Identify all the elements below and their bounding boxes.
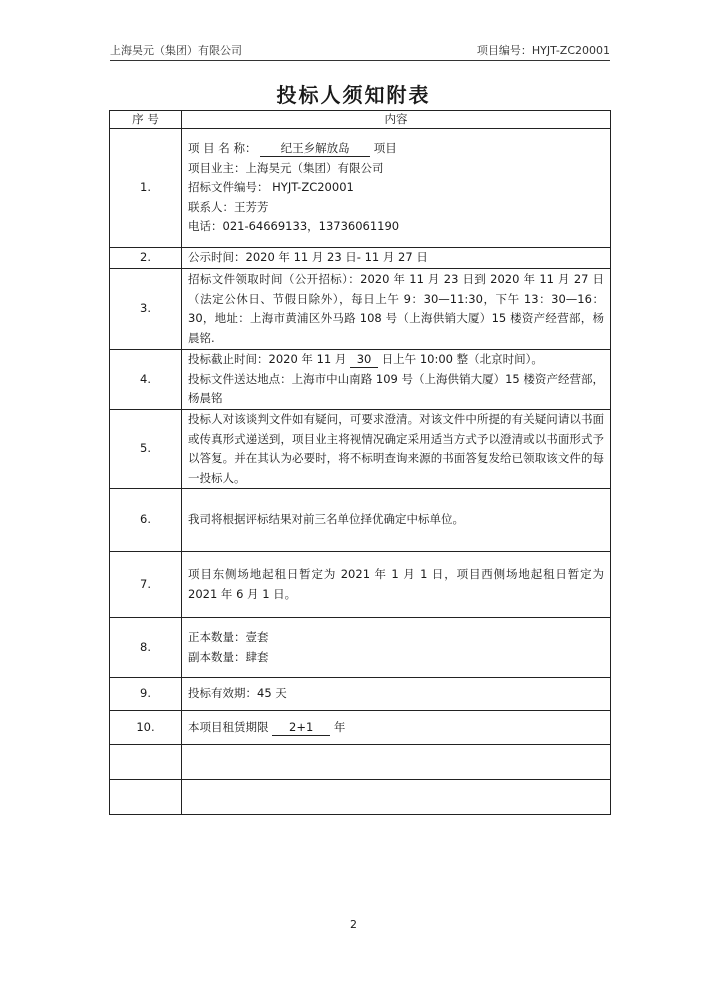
page-number: 2 bbox=[350, 918, 357, 931]
row-number: 2. bbox=[110, 248, 182, 269]
table-header-row bbox=[110, 111, 611, 129]
row-number: 5. bbox=[110, 410, 182, 489]
bid-deadline-day: 30 bbox=[350, 351, 378, 368]
table-row bbox=[110, 745, 611, 780]
header-project-number: 项目编号：HYJT-ZC20001 bbox=[476, 44, 610, 57]
project-owner: 项目业主：上海昊元（集团）有限公司 bbox=[188, 160, 384, 175]
bid-deadline bbox=[188, 350, 604, 370]
lease-term-suffix: 年 bbox=[333, 719, 346, 734]
table-row bbox=[110, 350, 611, 410]
bidder-notice-table bbox=[109, 110, 611, 815]
row-content bbox=[182, 129, 611, 248]
row-content-empty bbox=[182, 745, 611, 780]
bid-deadline-prefix: 投标截止时间：2020 年 11 月 bbox=[188, 352, 347, 367]
clarification-info: 投标人对该谈判文件如有疑问，可要求澄清。对该文件中所提的有关疑问请以书面或传真形式递送到，项目业主将视情况确定采用适当方式予以澄清或以书面形式予以答复。并在其认为必要时，将不标明查询来源的书面答复发给已领取该文件的每一投标人。 bbox=[182, 410, 611, 489]
project-name-suffix: 项目 bbox=[373, 141, 397, 156]
bid-deadline-suffix: 日上午 10:00 整（北京时间）。 bbox=[381, 352, 543, 367]
column-header-sequence: 序 号 bbox=[110, 111, 182, 129]
document-collection-info: 招标文件领取时间（公开招标）：2020 年 11 月 23 日到 2020 年 11 月 27 日（法定公休日、节假日除外），每日上午 9：30—11:30，下午 13：30—16：30，地址：上海市黄浦区外马路 108 号（上海供销大厦）15 楼资产经营部，杨晨铭. bbox=[182, 269, 611, 350]
tender-document-number: 招标文件编号： HYJT-ZC20001 bbox=[188, 180, 354, 195]
row-content bbox=[182, 618, 611, 678]
table-row bbox=[110, 711, 611, 745]
publicity-period: 公示时间：2020 年 11 月 23 日- 11 月 27 日 bbox=[182, 248, 611, 269]
row-number: 6. bbox=[110, 489, 182, 552]
header-company: 上海昊元（集团）有限公司 bbox=[110, 44, 242, 57]
table-row bbox=[110, 780, 611, 815]
table-row bbox=[110, 410, 611, 489]
column-header-content: 内容 bbox=[182, 111, 611, 129]
original-copy-count: 正本数量：壹套 bbox=[188, 630, 269, 644]
row-number: 3. bbox=[110, 269, 182, 350]
contact-person: 联系人：王芳芳 bbox=[188, 199, 269, 214]
page-header bbox=[110, 40, 610, 61]
contact-phone: 电话：021-64669133，13736061190 bbox=[188, 219, 400, 234]
row-number: 8. bbox=[110, 618, 182, 678]
row-number: 4. bbox=[110, 350, 182, 410]
lease-term-value: 2+1 bbox=[272, 719, 330, 736]
row-number: 7. bbox=[110, 552, 182, 618]
lease-term bbox=[182, 711, 611, 745]
row-number-empty bbox=[110, 745, 182, 780]
row-content-empty bbox=[182, 780, 611, 815]
row-number: 10. bbox=[110, 711, 182, 745]
table-row bbox=[110, 248, 611, 269]
project-name-value: 纪王乡解放岛 bbox=[260, 140, 370, 157]
table-row bbox=[110, 618, 611, 678]
row-content bbox=[182, 350, 611, 410]
row-number-empty bbox=[110, 780, 182, 815]
project-name-line bbox=[188, 139, 604, 159]
duplicate-copy-count: 副本数量：肆套 bbox=[188, 649, 269, 664]
table-row bbox=[110, 489, 611, 552]
row-number: 9. bbox=[110, 678, 182, 711]
lease-start-info: 项目东侧场地起租日暂定为 2021 年 1 月 1 日，项目西侧场地起租日暂定为 2021 年 6 月 1 日。 bbox=[182, 552, 611, 618]
document-title: 投标人须知附表 bbox=[276, 83, 431, 107]
project-name-label: 项 目 名 称： bbox=[188, 141, 257, 156]
table-row bbox=[110, 269, 611, 350]
row-number: 1. bbox=[110, 129, 182, 248]
lease-term-prefix: 本项目租赁期限 bbox=[188, 719, 269, 734]
bid-validity: 投标有效期：45 天 bbox=[182, 678, 611, 711]
table-row bbox=[110, 678, 611, 711]
table-row bbox=[110, 552, 611, 618]
award-selection-info: 我司将根据评标结果对前三名单位择优确定中标单位。 bbox=[182, 489, 611, 552]
table-row bbox=[110, 129, 611, 248]
bid-delivery-location: 投标文件送达地点：上海市中山南路 109 号（上海供销大厦）15 楼资产经营部，杨晨铭 bbox=[188, 371, 604, 406]
